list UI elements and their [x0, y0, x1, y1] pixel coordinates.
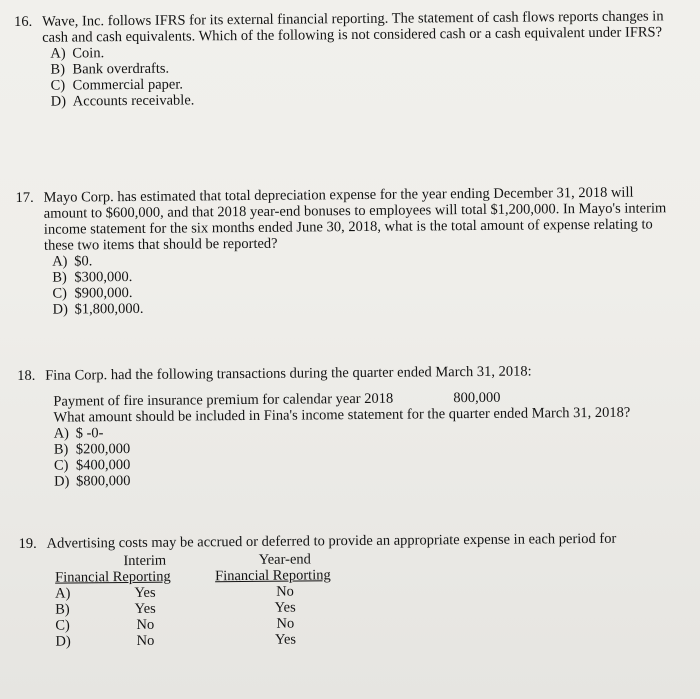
question-16 [14, 8, 675, 110]
question-stem [16, 184, 677, 254]
question-number: 16. [14, 13, 33, 30]
question-17 [16, 184, 677, 318]
option-letter: D) [50, 93, 67, 110]
column-header-year-end: Year-end [258, 551, 311, 568]
option-text: Coin. [72, 45, 105, 62]
sub-question-text: What amount should be included in Fina's income statement for the quarter ended March 31, 2018? [53, 404, 631, 426]
question-text: Wave, Inc. follows IFRS for its external financial reporting. The statement of cash flows reports changes in cash and cash equivalents. Which of the following is not considered cash or a cash equivalent under IFRS? [41, 8, 664, 46]
option-letter: C) [50, 77, 66, 94]
question-number: 19. [18, 535, 37, 552]
question-text: Advertising costs may be accrued or deferred to provide an appropriate expense in each period for [46, 530, 617, 552]
transaction-amount: 800,000 [453, 389, 501, 407]
question-number: 18. [17, 367, 36, 384]
option-letter: A) [54, 585, 71, 602]
option-letter: A) [52, 253, 68, 270]
answer-options [54, 420, 679, 489]
question-text: Fina Corp. had the following transactions during the quarter ended March 31, 2018: [45, 363, 532, 384]
option-letter: D) [54, 473, 70, 490]
interim-cell: No [136, 632, 155, 649]
question-number: 17. [15, 189, 34, 206]
option-letter: B) [53, 441, 69, 458]
column-header-year-end-sub: Financial Reporting [215, 567, 331, 585]
option-text: $ -0- [75, 425, 104, 442]
answer-table [55, 548, 680, 649]
year-end-cell: Yes [274, 631, 297, 648]
option-letter: C) [52, 285, 68, 302]
answer-options [50, 40, 675, 109]
option-text: Accounts receivable. [72, 92, 195, 110]
option-text: $400,000 [75, 457, 131, 474]
option-letter: D) [55, 633, 71, 650]
question-text: Mayo Corp. has estimated that total depreciation expense for the year ending December 31, 2018 will amount to $600,000, and that 2018 year-end bonuses to employees will total $1,200,000. In Mayo's interim income statement for the six months ended June 30, 2018, what is the total amount of expense relating to these two items that should be reported? [43, 184, 667, 254]
option-letter: B) [50, 61, 66, 78]
transaction-description: Payment of fire insurance premium for calendar year 2018 [53, 390, 394, 410]
year-end-cell: No [276, 615, 295, 632]
option-text: Bank overdrafts. [72, 60, 170, 78]
year-end-cell: Yes [274, 599, 296, 616]
interim-cell: Yes [134, 600, 156, 617]
question-19 [19, 530, 680, 650]
column-header-interim-sub: Financial Reporting [55, 568, 171, 586]
interim-cell: Yes [134, 584, 156, 601]
option-letter: A) [53, 425, 70, 442]
option-letter: C) [53, 457, 69, 474]
year-end-cell: No [276, 583, 294, 600]
option-text: Commercial paper. [72, 76, 184, 94]
interim-cell: No [136, 616, 155, 633]
option-letter: B) [52, 269, 67, 286]
option-text: $200,000 [75, 441, 131, 458]
option-letter: D) [52, 301, 68, 318]
question-stem [14, 8, 674, 46]
option-text: $800,000 [76, 473, 131, 490]
option-letter: C) [55, 617, 70, 634]
option-text: $300,000. [74, 268, 133, 286]
option-text: $0. [74, 253, 93, 270]
option-letter: A) [50, 45, 66, 62]
option-text: $1,800,000. [74, 300, 144, 318]
option-letter: B) [55, 601, 70, 618]
answer-options [52, 248, 677, 317]
column-header-interim: Interim [123, 552, 167, 570]
option-text: $900,000. [74, 284, 133, 302]
question-18 [17, 362, 678, 490]
